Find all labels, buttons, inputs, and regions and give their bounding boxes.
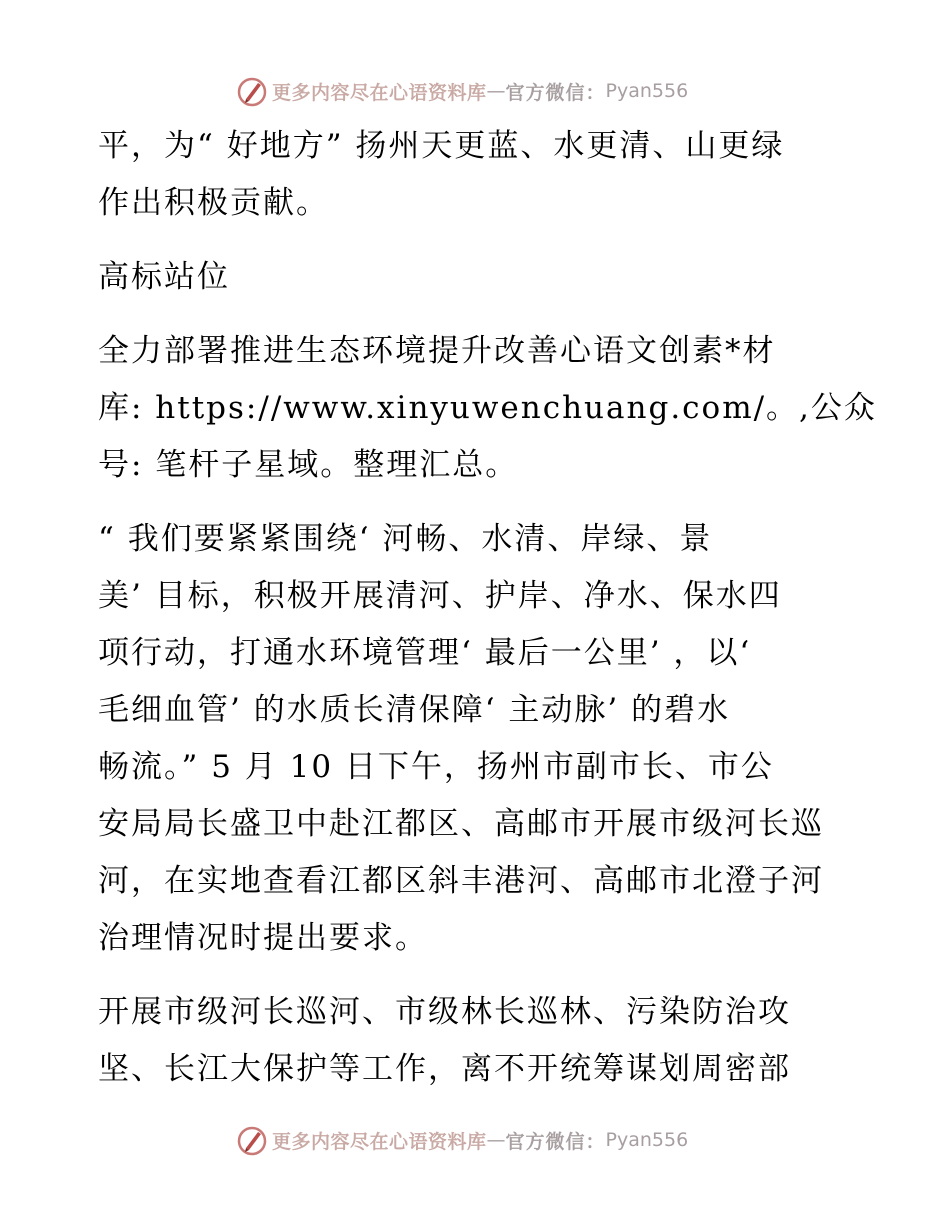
- text-line: 坚、长江大保护等工作，离不开统筹谋划周密部: [98, 1051, 791, 1087]
- document-body: [98, 118, 877, 1098]
- text-line: “ 我们要紧紧围绕‘ 河畅、水清、岸绿、景: [98, 521, 713, 557]
- banner-wechat-id: Pyan556: [605, 80, 689, 102]
- banner-sub-text: 官方微信：: [505, 1130, 606, 1153]
- banner-sub-text: 官方微信：: [505, 81, 606, 104]
- text-line: 美’ 目标，积极开展清河、护岸、净水、保水四: [98, 578, 782, 614]
- text-line: 库: https://www.xinyuwenchuang.com/。,公众: [98, 390, 877, 426]
- text-line: 开展市级河长巡河、市级林长巡林、污染防治攻: [98, 994, 791, 1030]
- paragraph: [98, 984, 858, 1098]
- banner-separator: —: [486, 1129, 506, 1151]
- text-line: 河，在实地查看江都区斜丰港河、高邮市北澄子河: [98, 863, 824, 899]
- pen-logo-icon: [236, 1124, 268, 1156]
- banner-wechat-id: Pyan556: [605, 1129, 689, 1151]
- text-line: 号: 笔杆子星域。整理汇总。: [98, 447, 519, 483]
- banner-text: 更多内容尽在心语资料库: [272, 1130, 487, 1153]
- text-line: 安局局长盛卫中赴江都区、高邮市开展市级河长巡: [98, 806, 824, 842]
- text-line: 全力部署推进生态环境提升改善心语文创素*材: [98, 333, 776, 369]
- header-banner: [236, 73, 688, 109]
- text-line: 平，为“ 好地方” 扬州天更蓝、水更清、山更绿: [98, 128, 785, 164]
- text-line: 项行动，打通水环境管理‘ 最后一公里’ ，以‘: [98, 635, 752, 671]
- text-line: 畅流。” 5 月 10 日下午，扬州市副市长、市公: [98, 749, 774, 785]
- paragraph: [98, 323, 877, 494]
- section-heading: [98, 249, 858, 306]
- pen-logo-icon: [236, 75, 268, 107]
- text-line: 高标站位: [98, 259, 230, 295]
- paragraph: [98, 118, 858, 232]
- paragraph: [98, 511, 858, 967]
- footer-banner: [236, 1122, 688, 1158]
- banner-separator: —: [486, 80, 506, 102]
- text-line: 作出积极贡献。: [98, 185, 329, 221]
- banner-text: 更多内容尽在心语资料库: [272, 81, 487, 104]
- text-line: 治理情况时提出要求。: [98, 920, 428, 956]
- text-line: 毛细血管’ 的水质长清保障‘ 主动脉’ 的碧水: [98, 692, 731, 728]
